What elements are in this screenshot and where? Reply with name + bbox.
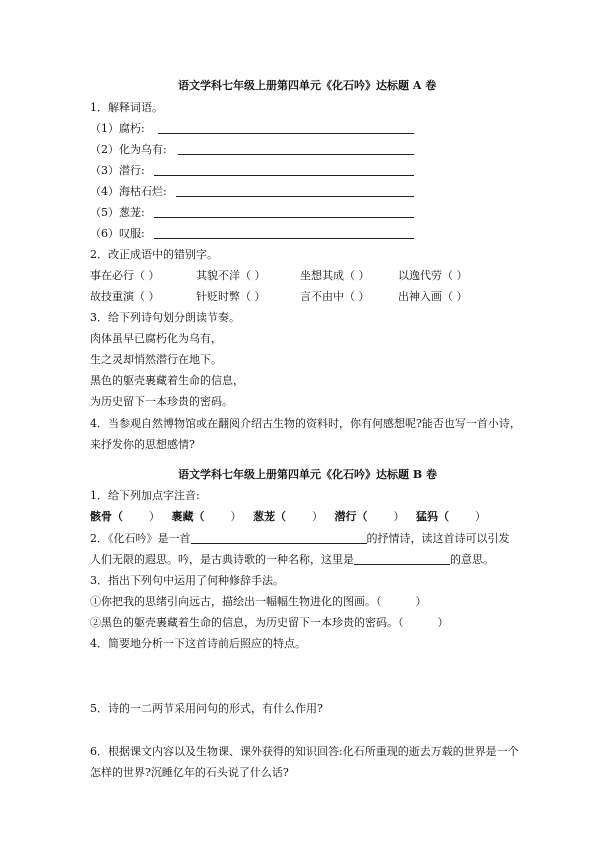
idiom-2: 其貌不洋（ ） — [196, 269, 266, 282]
b-q2-part-4: 的意思。 — [450, 553, 494, 566]
pinyin-item-3: 葱茏（ — [253, 510, 286, 523]
b-q3-item-2-close: ） — [437, 616, 449, 629]
a-q4-line-1: 4．当参观自然博物馆或在翻阅介绍古生物的资料时，你有何感想呢?能否也写一首小诗， — [90, 417, 521, 430]
b-q2-part-1: 2．《化石吟》是一首 — [90, 532, 191, 545]
b-q4-heading: 4．简要地分析一下这首诗前后照应的特点。 — [90, 637, 306, 650]
poem-line-4: 为历史留下一本珍贵的密码。 — [90, 395, 233, 408]
a-word-5: （5）葱茏: — [90, 206, 145, 219]
b-q2-blank-2[interactable] — [354, 553, 450, 565]
pinyin-item-4: 潜行（ — [334, 510, 368, 523]
a-word-4: （4）海枯石烂: — [90, 185, 167, 198]
idiom-8: 出神入画（ ） — [398, 290, 468, 303]
b-q3-item-2 — [90, 616, 449, 630]
idiom-1: 事在必行（ ） — [90, 269, 160, 282]
pinyin-close-3: ） — [312, 510, 323, 523]
a-q2-heading: 2．改正成语中的错别字。 — [90, 248, 218, 261]
a-q1-heading: 1．解释词语。 — [90, 101, 163, 114]
b-q3-item-1-close: ） — [415, 595, 427, 608]
b-q2-line-1 — [90, 532, 510, 546]
idiom-6: 针贬时弊（ ） — [196, 290, 266, 303]
b-q1-heading: 1．给下列加点字注音: — [90, 489, 200, 502]
a-word-1: （1）腐朽: — [90, 122, 145, 135]
pinyin-row — [90, 510, 486, 524]
a-word-6: （6）叹服: — [90, 227, 145, 240]
answer-line-4[interactable] — [176, 196, 414, 197]
b-q3-item-1 — [90, 595, 427, 609]
idiom-5: 故技重演（ ） — [90, 290, 160, 303]
pinyin-close-2: ） — [230, 510, 242, 523]
title-b: 语文学科七年级上册第四单元《化石吟》达标题 B 卷 — [178, 468, 437, 481]
poem-line-3: 黑色的躯壳裹藏着生命的信息， — [90, 374, 244, 387]
a-q4-line-2: 来抒发你的思想感情? — [90, 438, 195, 451]
b-q3-heading: 3．指出下列句中运用了何种修辞手法。 — [90, 574, 284, 587]
answer-line-6[interactable] — [154, 238, 414, 239]
idiom-3: 坐想其成（ ） — [300, 269, 370, 282]
b-q3-item-2-text: ②黑色的躯壳裹藏着生命的信息，为历史留下一本珍贵的密码。（ — [90, 616, 404, 629]
pinyin-item-2: 裹藏（ — [171, 510, 205, 523]
pinyin-item-1: 骸骨（ — [90, 510, 123, 523]
answer-line-1[interactable] — [158, 133, 414, 134]
idiom-7: 言不由中（ ） — [300, 290, 370, 303]
b-q2-blank-1[interactable] — [191, 532, 367, 544]
pinyin-close-5: ） — [475, 510, 486, 523]
b-q6-line-1: 6．根据课文内容以及生物课、课外获得的知识回答:化石所重现的逝去万载的世界是一个 — [90, 745, 519, 758]
pinyin-close-1: ） — [149, 510, 160, 523]
pinyin-close-4: ） — [393, 510, 405, 523]
b-q2-line-2 — [90, 553, 494, 567]
a-word-2: （2）化为乌有: — [90, 143, 167, 156]
answer-line-5[interactable] — [154, 217, 414, 218]
a-q3-heading: 3．给下列诗句划分朗读节奏。 — [90, 311, 240, 324]
title-a: 语文学科七年级上册第四单元《化石吟》达标题 A 卷 — [178, 79, 437, 92]
answer-line-2[interactable] — [178, 154, 414, 155]
b-q2-part-3: 人们无限的遐思。吟，是古典诗歌的一种名称，这里是 — [90, 553, 354, 566]
b-q3-item-1-text: ①你把我的思绪引向远古，描绘出一幅幅生物进化的图画。（ — [90, 595, 382, 608]
b-q5-heading: 5．诗的一二两节采用问句的形式，有什么作用? — [90, 702, 323, 715]
b-q6-line-2: 怎样的世界?沉睡亿年的石头说了什么话? — [90, 766, 289, 779]
poem-line-1: 肉体虽早已腐朽化为乌有， — [90, 332, 222, 345]
idiom-4: 以逸代劳（ ） — [398, 269, 468, 282]
b-q2-part-2: 的抒情诗，读这首诗可以引发 — [366, 532, 510, 545]
pinyin-item-5: 猛犸（ — [416, 510, 449, 523]
answer-line-3[interactable] — [154, 175, 414, 176]
poem-line-2: 生之灵却悄然潜行在地下。 — [90, 353, 222, 366]
a-word-3: （3）潜行: — [90, 164, 145, 177]
